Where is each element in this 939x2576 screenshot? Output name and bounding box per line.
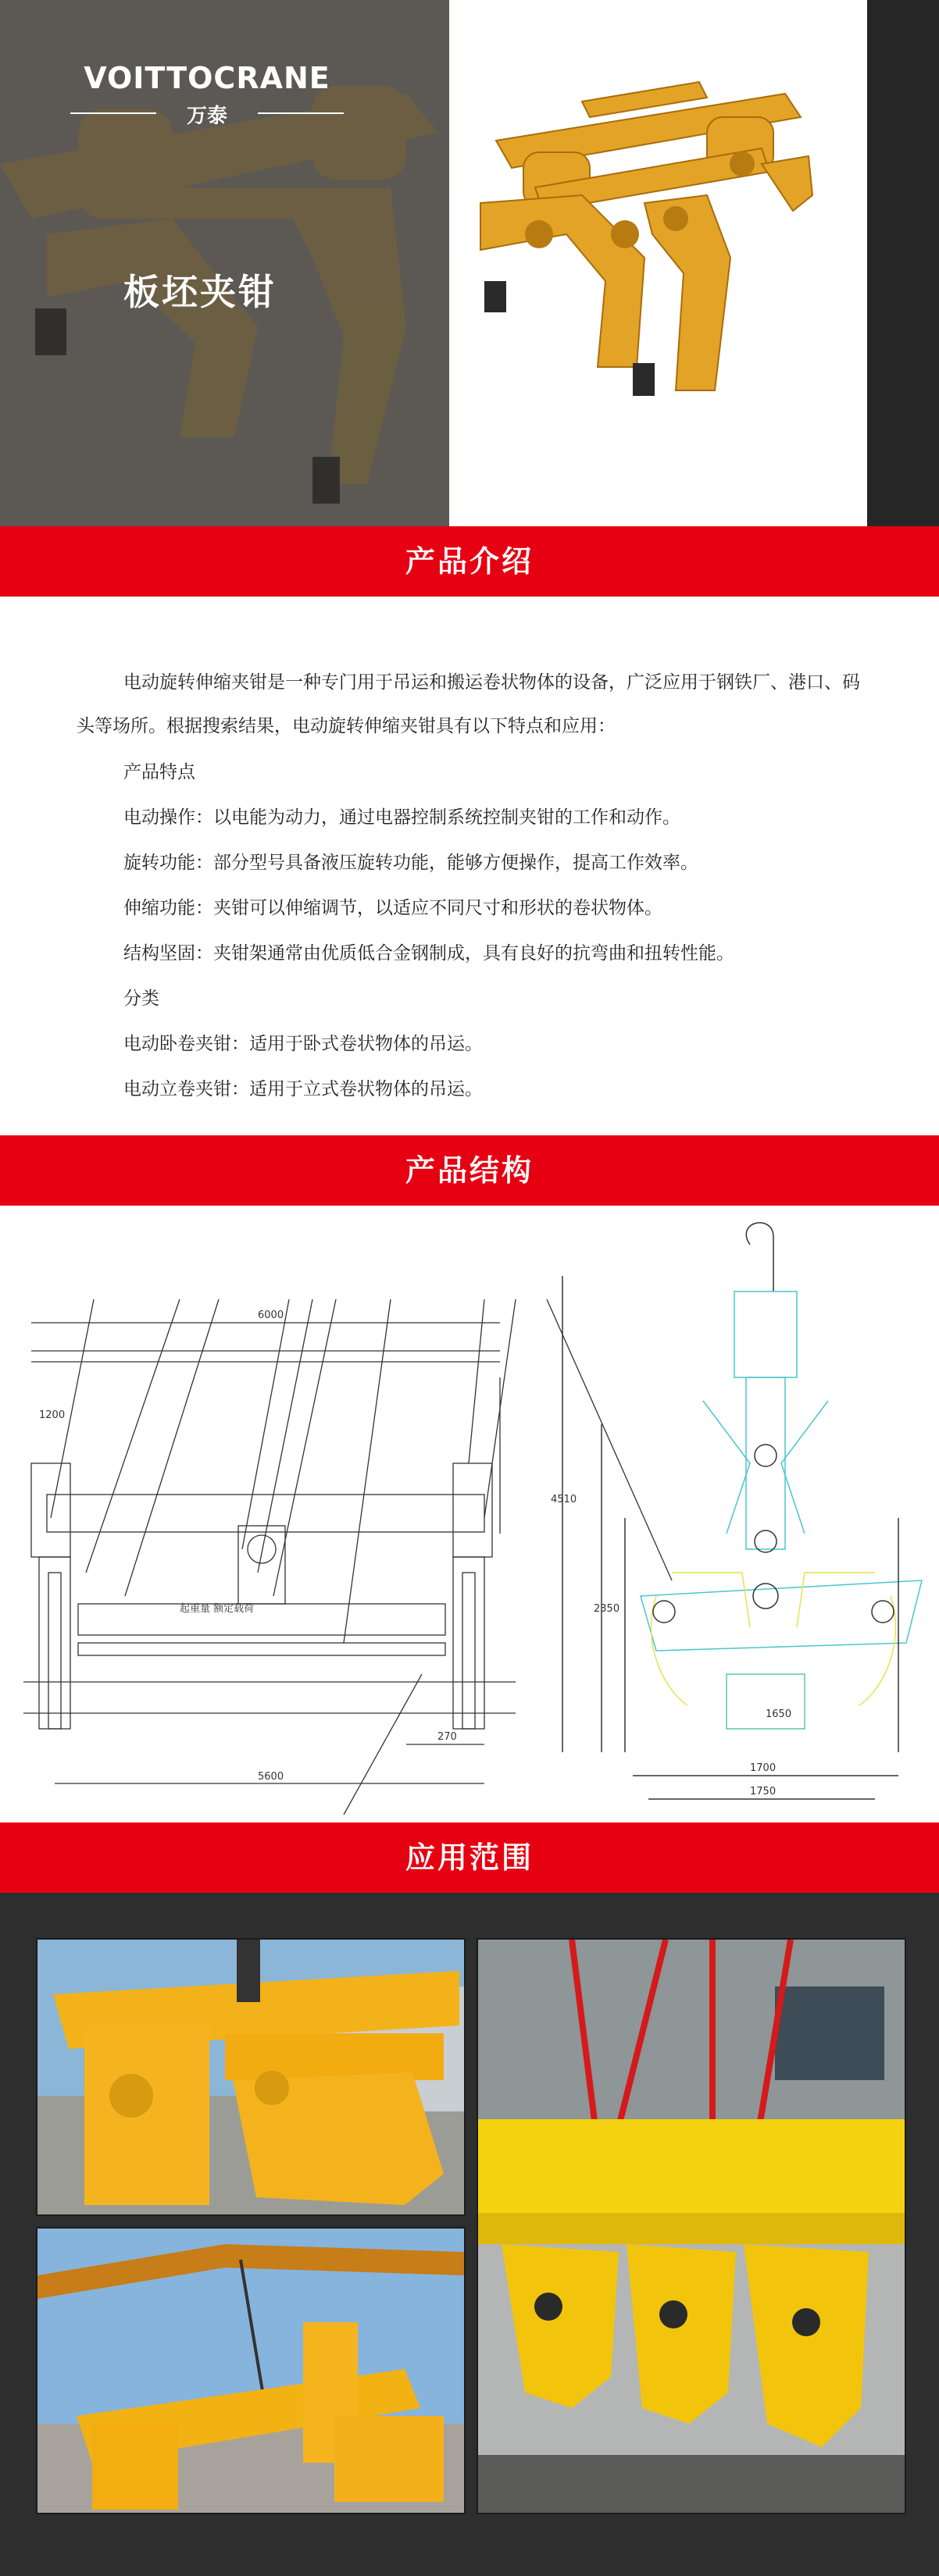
hero-dark-side-bar [867, 0, 939, 526]
application-photo [477, 1938, 906, 2514]
slab-clamp-illustration [449, 0, 867, 526]
logo-divider-right [258, 112, 344, 114]
intro-line: 分类 [123, 989, 159, 1009]
engineering-drawing [0, 1206, 939, 1822]
application-photo [36, 2227, 466, 2514]
hero-title: 板坯夹钳 [123, 271, 277, 313]
hero-left-panel [0, 0, 449, 526]
hero-product-image [449, 0, 867, 526]
intro-line: 伸缩功能：夹钳可以伸缩调节，以适应不同尺寸和形状的卷状物体。 [123, 898, 662, 918]
dim-label: 1700 [750, 1762, 777, 1774]
application-section [0, 1893, 939, 2576]
logo-chinese-name: 万泰 [186, 105, 227, 128]
dim-label: 5600 [258, 1771, 284, 1783]
intro-line: 电动立卷夹钳：适用于立式卷状物体的吊运。 [123, 1079, 483, 1099]
product-intro-section [0, 597, 939, 1135]
application-photo [36, 1938, 466, 2216]
section-header-application: 应用范围 [0, 1822, 939, 1893]
intro-line: 电动操作：以电能为动力，通过电器控制系统控制夹钳的工作和动作。 [123, 807, 680, 828]
structure-diagram [0, 1206, 939, 1822]
dim-label: 1750 [750, 1786, 777, 1797]
section-header-structure: 产品结构 [0, 1135, 939, 1206]
intro-line: 电动卧卷夹钳：适用于卧式卷状物体的吊运。 [123, 1034, 483, 1054]
hero-banner [0, 0, 939, 526]
dim-label: 270 [437, 1731, 457, 1743]
intro-line: 产品特点 [123, 762, 195, 782]
intro-paragraph: 电动旋转伸缩夹钳是一种专门用于吊运和搬运卷状物体的设备，广泛应用于钢铁厂、港口、码头等场所。根据搜索结果，电动旋转伸缩夹钳具有以下特点和应用： [77, 672, 860, 736]
dim-label: 6000 [258, 1309, 284, 1321]
logo-wordmark: VOITTOCRANE [84, 61, 330, 95]
clamp-photo-2 [37, 2229, 464, 2513]
brand-logo [70, 61, 344, 128]
clamp-photo-1 [37, 1940, 464, 2214]
intro-line: 结构坚固：夹钳架通常由优质低合金钢制成，具有良好的抗弯曲和扭转性能。 [123, 943, 734, 964]
dim-label: 2350 [594, 1603, 620, 1615]
clamp-photo-3 [478, 1940, 905, 2513]
intro-line: 旋转功能：部分型号具备液压旋转功能，能够方便操作，提高工作效率。 [123, 853, 698, 873]
dim-label: 4510 [551, 1494, 577, 1505]
dim-label: 1650 [766, 1708, 792, 1720]
section-header-intro: 产品介绍 [0, 526, 939, 597]
nameplate-label: 起重量 额定载荷 [180, 1603, 255, 1615]
dim-label: 1200 [39, 1409, 66, 1421]
